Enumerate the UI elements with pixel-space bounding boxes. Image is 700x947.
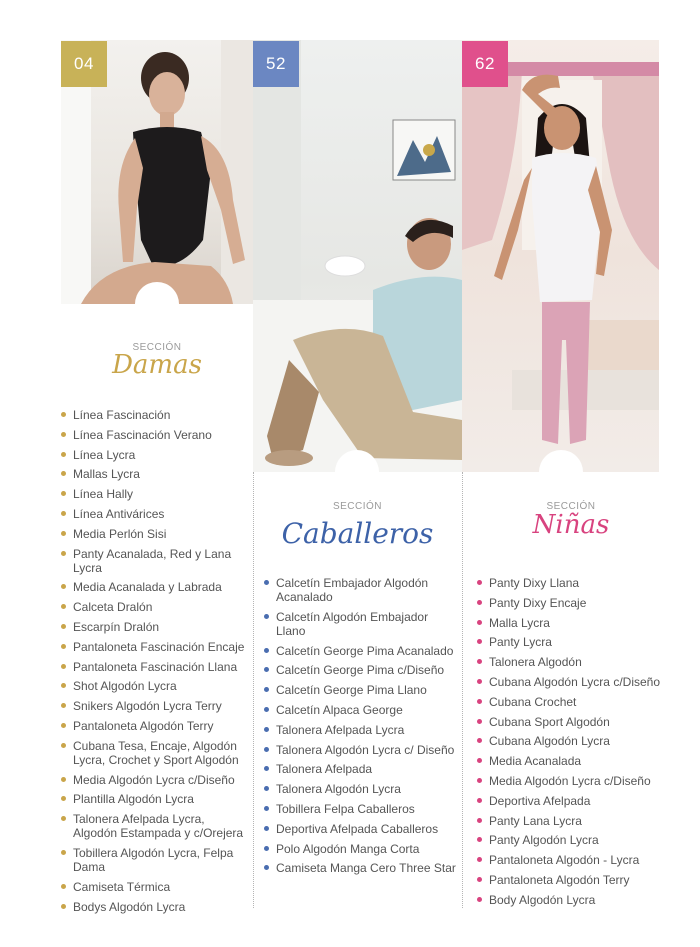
bullet-icon <box>264 846 269 851</box>
list-item <box>477 754 677 768</box>
list-item <box>477 715 677 729</box>
list-item <box>477 576 677 590</box>
product-list-caballeros <box>264 576 460 881</box>
bullet-icon <box>477 639 482 644</box>
list-item-label: Cubana Crochet <box>489 694 577 709</box>
list-item <box>264 762 460 776</box>
bullet-icon <box>61 584 66 589</box>
list-item-label: Línea Antivárices <box>73 506 165 521</box>
list-item-label: Body Algodón Lycra <box>489 892 596 907</box>
list-item-label: Pantaloneta Fascinación Llana <box>73 659 238 674</box>
list-item <box>264 703 460 717</box>
list-item-label: Talonera Afelpada <box>276 762 373 777</box>
list-item <box>477 616 677 630</box>
list-item-label: Bodys Algodón Lycra <box>73 899 186 914</box>
list-item-label: Shot Algodón Lycra <box>73 679 177 694</box>
section-label: SECCIÓN <box>332 501 383 512</box>
list-item-label: Calcetín George Pima Llano <box>276 683 427 698</box>
list-item-label: Camiseta Manga Cero Three Star <box>276 861 456 876</box>
list-item <box>477 853 677 867</box>
bullet-icon <box>477 620 482 625</box>
list-item <box>477 774 677 788</box>
bullet-icon <box>264 707 269 712</box>
list-item-label: Mallas Lycra <box>73 467 140 482</box>
list-item <box>477 734 677 748</box>
list-item <box>61 547 251 575</box>
bullet-icon <box>61 432 66 437</box>
page-number-badge-caballeros: 52 <box>253 41 299 87</box>
bullet-icon <box>61 604 66 609</box>
list-item <box>61 699 251 713</box>
bullet-icon <box>477 580 482 585</box>
bullet-icon <box>264 786 269 791</box>
list-item <box>477 893 677 907</box>
bullet-icon <box>264 865 269 870</box>
list-item <box>61 846 251 874</box>
list-item-label: Polo Algodón Manga Corta <box>276 841 420 856</box>
list-item <box>264 842 460 856</box>
list-item <box>477 814 677 828</box>
list-item-label: Tobillera Felpa Caballeros <box>276 801 415 816</box>
list-item-label: Calcetín George Pima Acanalado <box>276 643 454 658</box>
list-item <box>61 719 251 733</box>
list-item <box>61 600 251 614</box>
bullet-icon <box>61 816 66 821</box>
list-item <box>61 408 251 422</box>
list-item-label: Panty Acanalada, Red y Lana Lycra <box>73 546 232 575</box>
list-item <box>477 655 677 669</box>
bullet-icon <box>61 777 66 782</box>
bullet-icon <box>61 850 66 855</box>
bullet-icon <box>477 679 482 684</box>
list-item <box>61 487 251 501</box>
section-title-damas: Damas <box>112 350 202 380</box>
bullet-icon <box>477 837 482 842</box>
list-item-label: Pantaloneta Fascinación Encaje <box>73 639 245 654</box>
list-item <box>477 596 677 610</box>
photo-notch <box>135 282 179 326</box>
list-item-label: Cubana Tesa, Encaje, Algodón Lycra, Crochet y Sport Algodón <box>73 738 239 767</box>
bullet-icon <box>61 703 66 708</box>
girl-photo <box>462 40 659 472</box>
list-item-label: Tobillera Algodón Lycra, Felpa Dama <box>73 845 234 874</box>
list-item <box>61 527 251 541</box>
list-item <box>61 448 251 462</box>
list-item-label: Malla Lycra <box>489 615 550 630</box>
product-list-ninas <box>477 576 677 913</box>
list-item <box>264 610 460 638</box>
section-title-caballeros: Caballeros <box>281 517 434 550</box>
list-item <box>264 782 460 796</box>
list-item-label: Panty Dixy Encaje <box>489 595 587 610</box>
photo-notch <box>335 450 379 494</box>
list-item <box>477 675 677 689</box>
bullet-icon <box>61 531 66 536</box>
bullet-icon <box>61 491 66 496</box>
list-item-label: Talonera Algodón Lycra <box>276 782 401 797</box>
list-item <box>61 640 251 654</box>
list-item-label: Media Algodón Lycra c/Diseño <box>73 772 235 787</box>
list-item <box>61 773 251 787</box>
list-item <box>264 802 460 816</box>
bullet-icon <box>264 687 269 692</box>
list-item-label: Línea Fascinación <box>73 408 171 422</box>
bullet-icon <box>61 884 66 889</box>
bullet-icon <box>61 511 66 516</box>
list-item <box>61 580 251 594</box>
list-item-label: Calcetín Algodón Embajador Llano <box>276 609 429 638</box>
list-item <box>264 861 460 875</box>
page-number-badge-damas: 04 <box>61 41 107 87</box>
list-item <box>264 822 460 836</box>
bullet-icon <box>61 551 66 556</box>
list-item-label: Línea Hally <box>73 487 134 502</box>
list-item <box>477 873 677 887</box>
list-item-label: Panty Algodón Lycra <box>489 833 599 848</box>
bullet-icon <box>477 798 482 803</box>
bullet-icon <box>477 600 482 605</box>
list-item-label: Media Algodón Lycra c/Diseño <box>489 773 651 788</box>
list-item-label: Pantaloneta Algodón - Lycra <box>489 853 640 868</box>
list-item-label: Calcetín George Pima c/Diseño <box>276 663 445 678</box>
list-item <box>61 467 251 481</box>
photo-notch <box>539 450 583 494</box>
list-item-label: Talonera Afelpada Lycra, Algodón Estampada y c/Orejera <box>73 812 244 841</box>
bullet-icon <box>264 614 269 619</box>
bullet-icon <box>61 743 66 748</box>
list-item <box>264 683 460 697</box>
list-item-label: Camiseta Térmica <box>73 879 171 894</box>
bullet-icon <box>264 806 269 811</box>
list-item <box>61 428 251 442</box>
list-item-label: Talonera Algodón Lycra c/ Diseño <box>276 742 455 757</box>
list-item <box>477 695 677 709</box>
bullet-icon <box>264 826 269 831</box>
list-item-label: Pantaloneta Algodón Terry <box>489 872 630 887</box>
list-item-label: Escarpín Dralón <box>73 619 160 634</box>
bullet-icon <box>61 412 66 417</box>
bullet-icon <box>61 796 66 801</box>
list-item <box>61 507 251 521</box>
page-number-badge-ninas: 62 <box>462 41 508 87</box>
list-item-label: Panty Lycra <box>489 635 552 650</box>
bullet-icon <box>61 683 66 688</box>
list-item-label: Línea Lycra <box>73 447 136 462</box>
list-item <box>61 620 251 634</box>
list-item-label: Snikers Algodón Lycra Terry <box>73 699 222 714</box>
list-item-label: Deportiva Afelpada <box>489 793 591 808</box>
bullet-icon <box>61 624 66 629</box>
bullet-icon <box>264 648 269 653</box>
list-item-label: Media Acanalada y Labrada <box>73 580 222 595</box>
section-title-ninas: Niñas <box>532 510 610 540</box>
list-item-label: Talonera Algodón <box>489 655 582 670</box>
product-list-damas <box>61 408 251 919</box>
bullet-icon <box>61 644 66 649</box>
list-item-label: Línea Fascinación Verano <box>73 427 212 442</box>
bullet-icon <box>477 719 482 724</box>
list-item-label: Calcetín Embajador Algodón Acanalado <box>276 576 429 604</box>
list-item-label: Deportiva Afelpada Caballeros <box>276 821 439 836</box>
bullet-icon <box>264 766 269 771</box>
list-item-label: Panty Dixy Llana <box>489 576 580 590</box>
bullet-icon <box>61 452 66 457</box>
list-item-label: Cubana Algodón Lycra c/Diseño <box>489 674 660 689</box>
bullet-icon <box>264 667 269 672</box>
list-item-label: Talonera Afelpada Lycra <box>276 722 405 737</box>
bullet-icon <box>61 471 66 476</box>
list-item-label: Calcetín Alpaca George <box>276 702 403 717</box>
list-item-label: Cubana Sport Algodón <box>489 714 610 729</box>
bullet-icon <box>264 747 269 752</box>
list-item-label: Plantilla Algodón Lycra <box>73 792 194 807</box>
list-item-label: Calceta Dralón <box>73 600 153 615</box>
bullet-icon <box>477 818 482 823</box>
bullet-icon <box>61 723 66 728</box>
list-item <box>264 663 460 677</box>
list-item <box>61 739 251 767</box>
bullet-icon <box>477 699 482 704</box>
list-item-label: Media Perlón Sisi <box>73 526 167 541</box>
list-item-label: Panty Lana Lycra <box>489 813 582 828</box>
list-item <box>264 723 460 737</box>
bullet-icon <box>477 877 482 882</box>
bullet-icon <box>264 727 269 732</box>
list-item <box>61 679 251 693</box>
list-item-label: Pantaloneta Algodón Terry <box>73 718 214 733</box>
list-item <box>264 743 460 757</box>
bullet-icon <box>477 897 482 902</box>
list-item <box>477 833 677 847</box>
list-item <box>61 660 251 674</box>
bullet-icon <box>477 738 482 743</box>
list-item <box>61 880 251 894</box>
list-item <box>61 900 251 914</box>
bullet-icon <box>477 857 482 862</box>
list-item <box>264 644 460 658</box>
section-label: SECCIÓN <box>546 501 596 512</box>
list-item <box>477 794 677 808</box>
bullet-icon <box>477 659 482 664</box>
photo-caballeros <box>253 40 462 472</box>
bullet-icon <box>264 580 269 585</box>
section-label: SECCIÓN <box>132 342 182 353</box>
list-item <box>61 792 251 806</box>
list-item-label: Cubana Algodón Lycra <box>489 734 610 749</box>
list-item <box>477 635 677 649</box>
bullet-icon <box>61 664 66 669</box>
bullet-icon <box>477 758 482 763</box>
list-item <box>61 812 251 840</box>
photo-ninas <box>462 40 659 472</box>
man-photo <box>253 40 462 472</box>
bullet-icon <box>477 778 482 783</box>
list-item-label: Media Acanalada <box>489 754 582 769</box>
list-item <box>264 576 460 604</box>
bullet-icon <box>61 904 66 909</box>
